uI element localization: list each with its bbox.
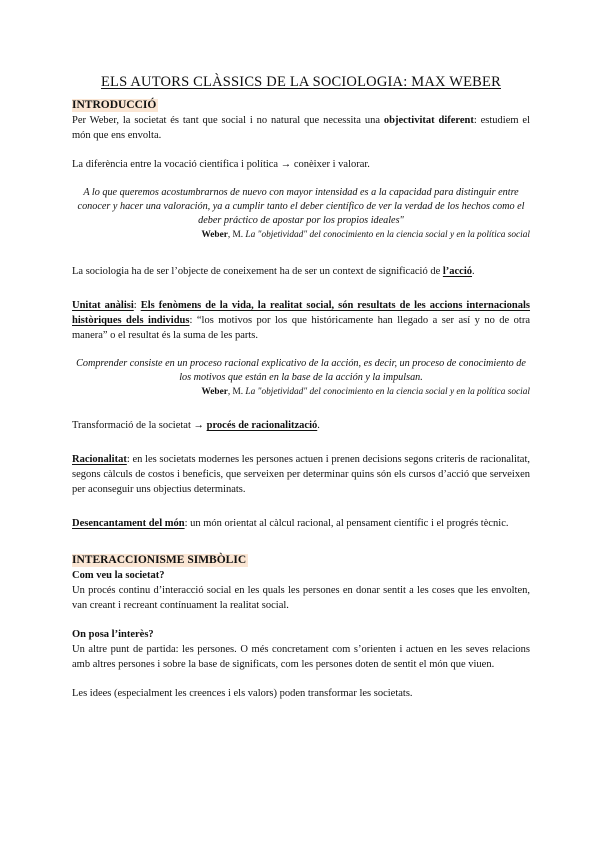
citation-2 <box>72 386 530 399</box>
intro-paragraph-1 <box>72 113 530 143</box>
text-run: Transformació de la societat → <box>72 420 207 431</box>
cite-author: Weber <box>201 230 228 240</box>
bold-underlined-term: l’acció <box>442 266 473 277</box>
text-run: , M. <box>227 387 246 397</box>
text-run: , M. <box>227 230 246 240</box>
answer-1: Un procés continu d’interacció social en les quals les persones en donar sentit a les coses que les envolten, van creant i recreant contínuament la realitat social. <box>72 585 530 611</box>
section-heading-introduccio: INTRODUCCIÓ <box>72 99 157 111</box>
bold-underlined-term: procés de racionalització <box>206 420 318 431</box>
quote-1: A lo que queremos acostumbrarnos de nuevo con mayor intensidad es a la capacidad para distinguir entre conocer y hacer una valoración, ya a cumplir tanto el deber científico de ver la verdad de los hechos como el deber práctico de apostar por los propios ideales" <box>77 187 525 226</box>
text-run: : en les societats modernes les persones actuen i prenen decisions segons criteris de racionalitat, segons càlculs de costos i beneficis, que serveixen per determinar quins són els cursos d’acció que serveixen per aconseguir uns objectius determinats. <box>72 454 530 495</box>
intro-paragraph-5 <box>72 418 530 433</box>
cite-author: Weber <box>201 387 228 397</box>
text-run: : <box>133 300 141 311</box>
question-2: On posa l’interès? <box>72 629 154 640</box>
cite-title: La "objetividad" del conocimiento en la ciencia social y en la política social <box>245 387 530 397</box>
term-label: Unitat anàlisi <box>72 300 134 311</box>
citation-1 <box>72 229 530 242</box>
term-label: Racionalitat <box>72 454 127 465</box>
text-run: . <box>317 420 320 431</box>
text-run: Per Weber, la societat és tant que social i no natural que necessita una <box>72 115 384 126</box>
text-run: : un món orientat al càlcul racional, al pensament científic i el progrés tècnic. <box>184 518 509 529</box>
intro-paragraph-3 <box>72 264 530 279</box>
section-heading-interaccionisme: INTERACCIONISME SIMBÒLIC <box>72 554 247 566</box>
bold-term: objectivitat diferent <box>383 115 474 126</box>
question-1: Com veu la societat? <box>72 570 165 581</box>
text-run: . <box>472 266 475 277</box>
intro-paragraph-4 <box>72 298 530 343</box>
text-run: La sociologia ha de ser l’objecte de coneixement ha de ser un context de significació de <box>72 266 443 277</box>
answer-2: Un altre punt de partida: les persones. O més concretament com s’orienten i actuen en les seves relacions amb altres persones i sobre la base de significats, com les persones doten de sentit el món que viuen. <box>72 644 530 670</box>
text-run: : estudiem el món que ens envolta. <box>72 115 530 141</box>
bold-underlined-term: Els fenòmens de la vida, la realitat social, són resultats de les accions internacionals històriques dels individus <box>72 300 531 326</box>
intro-paragraph-2: La diferència entre la vocació científica i política → conèixer i valorar. <box>72 159 370 170</box>
cite-title: La "objetividad" del conocimiento en la ciencia social y en la política social <box>245 230 530 240</box>
intro-paragraph-6 <box>72 452 530 497</box>
intro-paragraph-7 <box>72 516 530 531</box>
text-run: : “los motivos por los que históricamente han llegado a ser así y no de otra manera” o el resultat és la suma de les parts. <box>72 315 530 341</box>
quote-2: Comprender consiste en un proceso racional explicativo de la acción, es decir, un proceso de conocimiento de los motivos que están en la base de la acción y la impulsan. <box>76 358 526 383</box>
answer-3: Les idees (especialment les creences i els valors) poden transformar les societats. <box>72 688 413 699</box>
page-title: ELS AUTORS CLÀSSICS DE LA SOCIOLOGIA: MAX WEBER <box>100 74 501 90</box>
term-label: Desencantament del món <box>72 518 185 529</box>
